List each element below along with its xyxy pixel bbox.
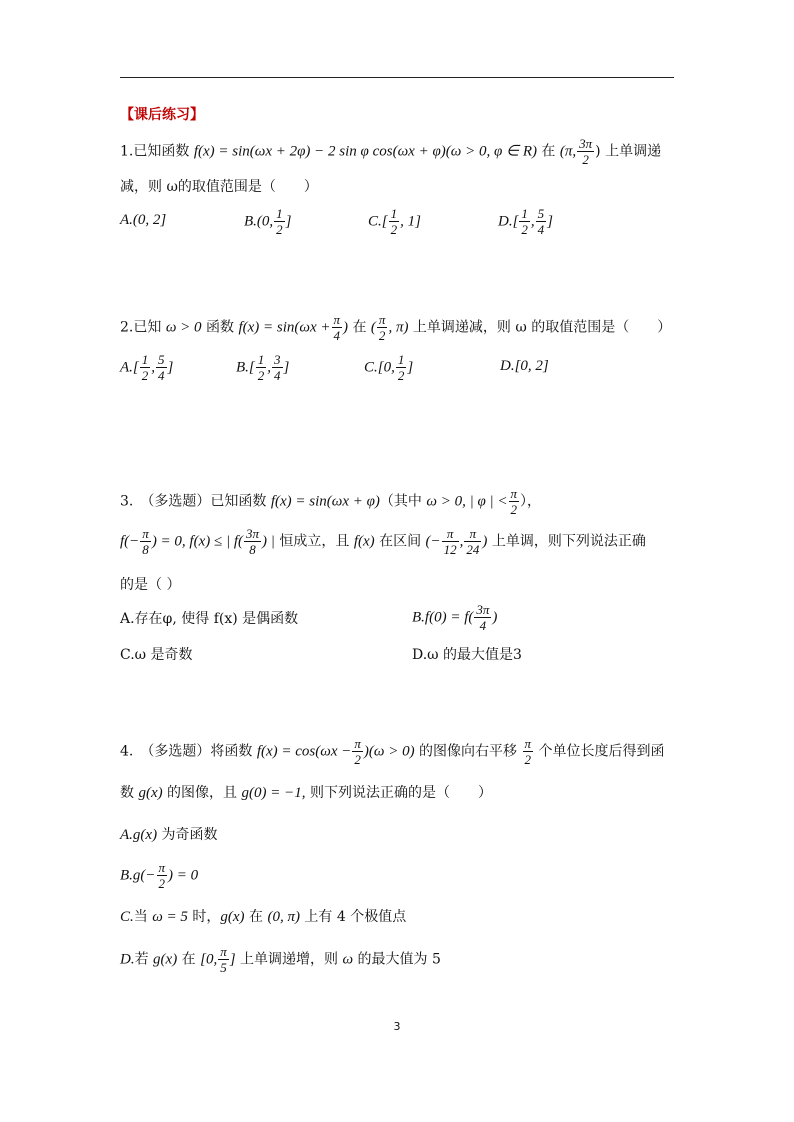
q3-cond: ω > 0, | φ | <: [426, 493, 508, 510]
q2-text2: 在: [348, 319, 371, 336]
q4-a-text: 为奇函数: [157, 827, 218, 843]
q1-frac-num: 3π: [579, 136, 593, 151]
q3-text2: ），: [520, 493, 542, 510]
q4-c-cond: ω = 5: [152, 909, 188, 925]
q1-option-a[interactable]: [120, 212, 166, 229]
q2-int-num: π: [378, 312, 386, 327]
q1-interval: (π,: [559, 143, 577, 160]
q2-c-post: ]: [407, 359, 414, 376]
q3-l2-b: ) = 0, f(x) ≤ | f(: [151, 533, 244, 550]
q2-func-post: ): [343, 319, 349, 336]
q1-d-den1: 2: [521, 222, 528, 237]
q3-option-c[interactable]: C.ω 是奇数: [120, 647, 193, 663]
q3-l2-an: π: [142, 526, 149, 541]
q4-d-g: g(x): [153, 951, 178, 968]
q3-l2-c: ) |: [262, 533, 275, 550]
q2-a-d2: 4: [158, 368, 165, 383]
q4-l2-mid: 的图像，且: [162, 785, 242, 801]
q4-a-math: A.g(x): [120, 827, 158, 843]
q2-a-n2: 5: [158, 352, 165, 367]
q4-l2-g: g(x): [138, 785, 163, 801]
q3-cond-num: π: [510, 486, 518, 501]
q4-b-frac: [157, 860, 168, 891]
q1-d-pre: D.[: [498, 213, 519, 230]
q3-label: 3. （多选题）已知函数: [120, 493, 271, 510]
q4-d-int2: ]: [229, 951, 236, 968]
q4-b-n: π: [158, 860, 166, 875]
q2-tail: 上单调递减，则 ω 的取值范围是（ ）: [408, 319, 672, 336]
q4-option-d[interactable]: [120, 944, 441, 975]
q4-shift-frac: [523, 736, 534, 767]
q3-l2-frac3: [442, 526, 459, 557]
q3-l2-e: f(x): [353, 533, 375, 550]
q4-func: f(x) = cos(ωx −: [256, 743, 352, 760]
header-rule: [120, 77, 674, 78]
q1-b-pre: B.(0,: [244, 213, 274, 230]
q4-d-int: [0,: [200, 951, 218, 968]
q2-line1: [120, 312, 671, 343]
q4-c-d: 上有 4 个极值点: [299, 909, 407, 925]
q4-c-g: g(x): [220, 909, 245, 925]
q2-condition: ω > 0: [165, 319, 202, 336]
q1-c-frac: [389, 206, 400, 237]
q2-b-d2: 4: [274, 368, 281, 383]
q3-l2-a: f(−: [120, 533, 140, 550]
q1-function: f(x) = sin(ωx + 2φ) − 2 sin φ cos(ωx + φ)(ω > 0, φ ∈ R): [193, 143, 537, 160]
q1-d-frac1: [519, 206, 530, 237]
q4-option-a[interactable]: [120, 824, 218, 844]
q2-d-text: D.[0, 2]: [500, 358, 549, 374]
q2-int-pre: (: [370, 319, 376, 336]
q4-line2: [120, 782, 492, 802]
q3-l2-gd: 12: [443, 542, 457, 557]
q4-c-c: 在: [244, 909, 268, 925]
q3-func: f(x) = sin(ωx + φ): [270, 493, 380, 510]
q1-label: 1.已知函数: [120, 143, 194, 160]
q4-option-b[interactable]: [120, 860, 198, 891]
q4-l2-pre: 数: [120, 785, 139, 801]
q2-func-num: π: [333, 312, 341, 327]
q1-fraction: [577, 136, 594, 167]
q4-shift-den: 2: [524, 752, 531, 767]
q3-line2: [120, 526, 646, 557]
q4-text1: 的图像向右平移: [414, 743, 522, 760]
q2-b-mid: ,: [267, 359, 271, 376]
q3-b-d: 4: [479, 618, 487, 633]
q1-c-pre: C.[: [368, 213, 388, 230]
q3-line1: [120, 486, 541, 517]
q4-c-pre: C.: [120, 909, 134, 925]
q4-c-b: 时，: [187, 909, 221, 925]
q1-text: 在: [536, 143, 560, 160]
q2-int-den: 2: [378, 328, 386, 343]
q2-int-frac: [377, 312, 388, 343]
q1-b-frac: [274, 206, 285, 237]
q1-d-num1: 1: [521, 206, 528, 221]
q4-line1: [120, 736, 664, 767]
q2-a-frac2: [156, 352, 167, 383]
q2-a-pre: A.[: [120, 359, 139, 376]
q4-func-den: 2: [354, 752, 361, 767]
q3-l2-bd: 8: [249, 542, 256, 557]
q3-cond-den: 2: [510, 502, 518, 517]
q3-option-a[interactable]: A.存在φ, 使得 f(x) 是偶函数: [120, 611, 299, 627]
section-title: 【课后练习】: [120, 107, 204, 123]
q4-func-num: π: [354, 736, 361, 751]
q3-b-n: 3π: [476, 602, 490, 617]
q1-b-num: 1: [276, 206, 283, 221]
q2-label: 2.已知: [120, 319, 166, 336]
q3-l2-bn: 3π: [246, 526, 260, 541]
q4-d-frac: [218, 944, 229, 975]
q2-c-pre: C.[0,: [364, 359, 395, 376]
q2-option-d[interactable]: [500, 358, 549, 375]
q2-b-n1: 1: [257, 352, 265, 367]
q1-c-num: 1: [390, 206, 398, 221]
q3-l2-hd: 24: [466, 542, 480, 557]
q2-a-n1: 1: [141, 352, 149, 367]
q3-l2-gn: π: [442, 526, 459, 542]
q1-d-den2: 4: [537, 222, 545, 237]
q4-d-a: 若: [134, 951, 154, 968]
q3-text1: （其中: [379, 493, 427, 510]
q4-option-c[interactable]: [120, 906, 406, 926]
q1-c-den: 2: [390, 222, 398, 237]
q2-option-a[interactable]: [120, 352, 173, 383]
q2-c-d: 2: [397, 368, 405, 383]
q1-option-c[interactable]: [368, 206, 421, 237]
q2-func-den: 4: [333, 328, 340, 343]
q2-c-frac: [396, 352, 407, 383]
q3-l2-i: ): [482, 533, 488, 550]
q3-l2-d: 恒成立，且: [274, 533, 354, 550]
q1-line2: 减，则 ω的取值范围是（ ）: [120, 179, 318, 195]
q4-func-post: )(ω > 0): [363, 743, 415, 760]
q1-option-b[interactable]: [244, 206, 292, 237]
q4-text2: 个单位长度后得到函: [534, 743, 665, 760]
q3-l2-frac2: [244, 526, 261, 557]
q2-a-d1: 2: [141, 368, 149, 383]
q4-label: 4. （多选题）将函数: [120, 743, 257, 760]
q2-b-post: ]: [283, 359, 290, 376]
q3-l2-h: ,: [459, 533, 464, 550]
q1-line1: [120, 136, 661, 167]
q3-option-d[interactable]: D.ω 的最大值是3: [412, 647, 522, 663]
q4-b-pre: B.g(−: [120, 867, 156, 884]
q1-b-den: 2: [276, 222, 283, 237]
q1-b-post: ]: [285, 213, 292, 230]
q4-d-n: π: [220, 944, 227, 959]
q3-l2-hn: π: [464, 526, 481, 542]
q4-b-d: 2: [158, 876, 166, 891]
q3-l2-ad: 8: [142, 542, 149, 557]
q4-c-a: 当: [133, 909, 153, 925]
q1-c-post: , 1]: [400, 213, 421, 230]
q4-d-e: 的最大值为 5: [353, 951, 441, 968]
q2-option-c[interactable]: [364, 352, 413, 383]
q2-b-frac2: [272, 352, 283, 383]
q2-text1: 函数: [201, 319, 239, 336]
q2-c-n: 1: [397, 352, 405, 367]
q1-d-num2: 5: [537, 206, 545, 221]
q2-a-mid: ,: [151, 359, 155, 376]
page-number: 3: [393, 1020, 401, 1033]
q3-l2-f: 在区间: [374, 533, 426, 550]
q3-cond-frac: [509, 486, 520, 517]
q4-b-post: ) = 0: [168, 867, 199, 884]
q3-l2-g: (−: [425, 533, 441, 550]
q2-func-frac: [332, 312, 343, 343]
q3-l2-frac1: [140, 526, 151, 557]
q4-shift-num: π: [524, 736, 532, 751]
q4-d-b: 在: [177, 951, 201, 968]
q1-d-frac2: [536, 206, 547, 237]
q1-text-tail: ) 上单调递: [595, 143, 662, 160]
q1-d-mid: ,: [530, 213, 535, 230]
q4-d-d: 5: [220, 960, 227, 975]
q2-b-pre: B.[: [236, 359, 255, 376]
q2-a-frac1: [140, 352, 151, 383]
q3-l2-frac4: [464, 526, 481, 557]
q1-d-post: ]: [547, 213, 554, 230]
q4-l2-cond: g(0) = −1,: [241, 785, 306, 801]
q4-d-pre: D.: [120, 951, 135, 968]
q1-frac-den: 2: [582, 152, 589, 167]
q4-d-c: 上单调递增，则: [235, 951, 343, 968]
q3-b-pre: B.f(0) = f(: [412, 609, 474, 626]
q2-func: f(x) = sin(ωx +: [238, 319, 331, 336]
q2-b-d1: 2: [257, 368, 265, 383]
q2-a-post: ]: [167, 359, 174, 376]
q4-l2-tail: 则下列说法正确的是（ ）: [305, 785, 492, 801]
q2-option-b[interactable]: [236, 352, 289, 383]
q2-b-n2: 3: [274, 352, 281, 367]
q3-b-frac: [474, 602, 491, 633]
q2-int-post: , π): [388, 319, 409, 336]
q3-line3: 的是（ ）: [120, 577, 181, 593]
q1-option-a-text: A.(0, 2]: [120, 212, 167, 228]
q1-option-d[interactable]: [498, 206, 553, 237]
q4-c-int: (0, π): [267, 909, 300, 925]
q3-b-post: ): [492, 609, 498, 626]
q3-l2-j: 上单调，则下列说法正确: [487, 533, 646, 550]
q3-option-b[interactable]: [412, 602, 497, 633]
q2-b-frac1: [256, 352, 267, 383]
q4-func-frac: [352, 736, 363, 767]
q4-d-w: ω: [342, 951, 354, 968]
